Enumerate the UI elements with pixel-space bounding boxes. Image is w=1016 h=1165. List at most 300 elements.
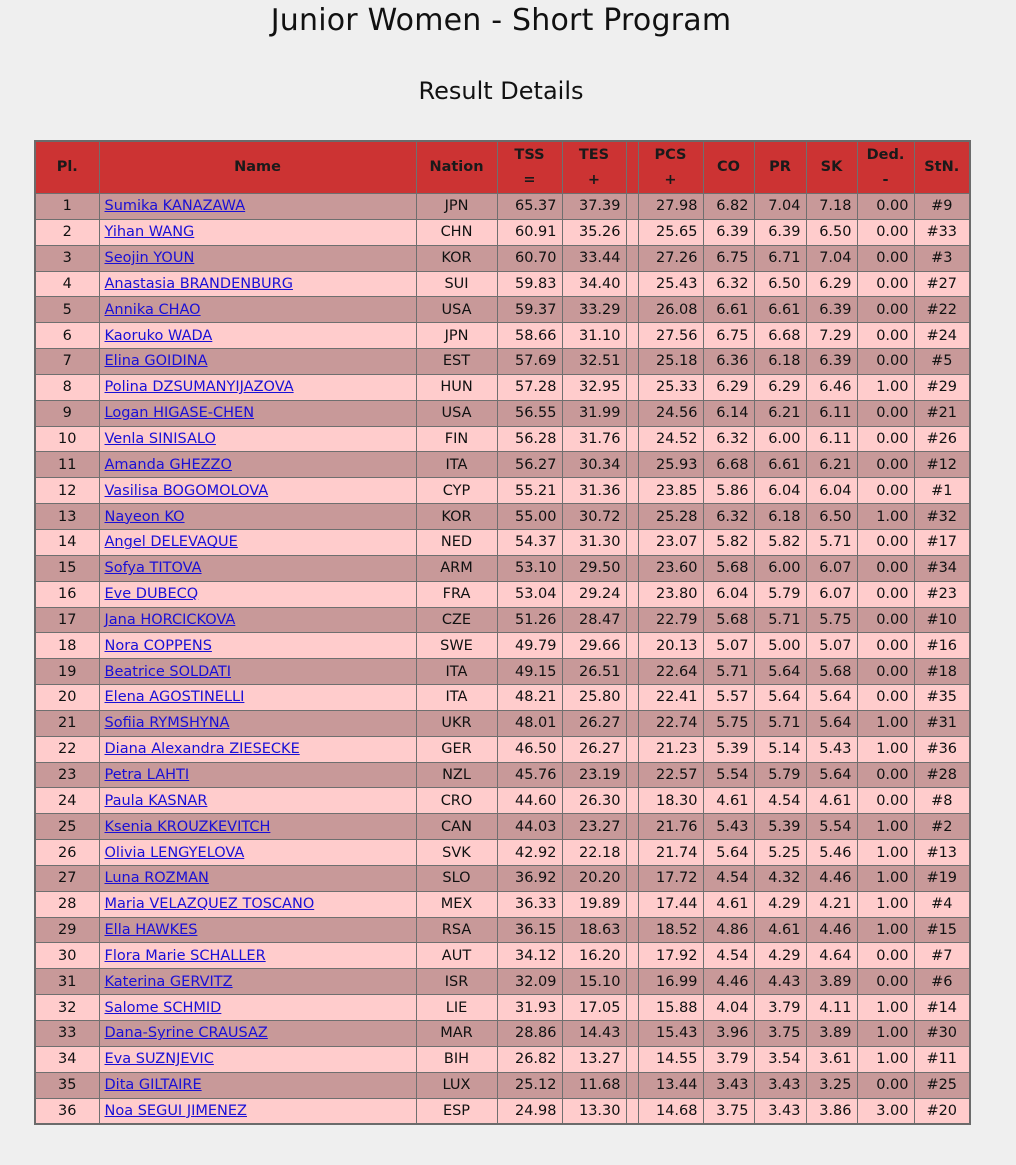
cell-nation: SLO [416, 865, 497, 891]
cell-sk: 5.71 [806, 529, 857, 555]
cell-pcs: 21.76 [638, 814, 703, 840]
cell-tes: 31.36 [562, 478, 626, 504]
header-spacer [626, 141, 638, 194]
cell-name [99, 194, 416, 220]
cell-nation: MAR [416, 1021, 497, 1047]
cell-pr: 6.50 [754, 271, 806, 297]
cell-stn: #27 [914, 271, 970, 297]
cell-place: 30 [35, 943, 99, 969]
cell-tes: 23.27 [562, 814, 626, 840]
cell-spacer [626, 685, 638, 711]
header-pcs-sign: + [664, 171, 677, 188]
cell-nation: USA [416, 400, 497, 426]
cell-nation: LUX [416, 1072, 497, 1098]
cell-pcs: 25.43 [638, 271, 703, 297]
cell-ded: 0.00 [857, 271, 914, 297]
cell-tes: 33.44 [562, 245, 626, 271]
cell-name [99, 865, 416, 891]
cell-co: 4.61 [703, 891, 754, 917]
table-row [35, 426, 970, 452]
skater-name-link[interactable]: Jana HORCICKOVA [104, 611, 236, 628]
skater-name-link[interactable]: Katerina GERVITZ [104, 973, 233, 990]
cell-pr: 3.75 [754, 1021, 806, 1047]
cell-sk: 4.21 [806, 891, 857, 917]
skater-name-link[interactable]: Ella HAWKES [104, 922, 198, 939]
cell-name [99, 788, 416, 814]
cell-tss: 54.37 [497, 529, 562, 555]
cell-stn: #35 [914, 685, 970, 711]
cell-pr: 5.39 [754, 814, 806, 840]
cell-tes: 29.24 [562, 581, 626, 607]
cell-nation: EST [416, 349, 497, 375]
cell-stn: #12 [914, 452, 970, 478]
cell-name [99, 271, 416, 297]
cell-pr: 4.29 [754, 891, 806, 917]
cell-pr: 5.79 [754, 581, 806, 607]
cell-tss: 58.66 [497, 323, 562, 349]
table-row [35, 349, 970, 375]
cell-tss: 65.37 [497, 194, 562, 220]
cell-name [99, 943, 416, 969]
table-header [35, 141, 970, 194]
cell-name [99, 607, 416, 633]
cell-ded: 0.00 [857, 633, 914, 659]
cell-spacer [626, 788, 638, 814]
table-row [35, 814, 970, 840]
table-row [35, 840, 970, 866]
cell-spacer [626, 969, 638, 995]
cell-nation: SUI [416, 271, 497, 297]
cell-pcs: 25.93 [638, 452, 703, 478]
cell-spacer [626, 555, 638, 581]
cell-pcs: 14.68 [638, 1098, 703, 1124]
cell-ded: 1.00 [857, 374, 914, 400]
cell-pcs: 27.98 [638, 194, 703, 220]
cell-pr: 6.21 [754, 400, 806, 426]
cell-tes: 25.80 [562, 685, 626, 711]
cell-pcs: 24.52 [638, 426, 703, 452]
table-row [35, 943, 970, 969]
cell-ded: 0.00 [857, 581, 914, 607]
cell-sk: 5.68 [806, 659, 857, 685]
cell-tss: 59.83 [497, 271, 562, 297]
cell-tss: 53.10 [497, 555, 562, 581]
cell-tss: 57.28 [497, 374, 562, 400]
cell-sk: 6.29 [806, 271, 857, 297]
cell-sk: 6.04 [806, 478, 857, 504]
cell-pr: 5.25 [754, 840, 806, 866]
cell-nation: BIH [416, 1046, 497, 1072]
cell-spacer [626, 840, 638, 866]
table-row [35, 917, 970, 943]
cell-pr: 7.04 [754, 194, 806, 220]
cell-name [99, 1021, 416, 1047]
table-row [35, 659, 970, 685]
skater-name-link[interactable]: Flora Marie SCHALLER [104, 947, 266, 964]
skater-name-link[interactable]: Elena AGOSTINELLI [104, 689, 245, 706]
cell-spacer [626, 995, 638, 1021]
skater-name-link[interactable]: Logan HIGASE-CHEN [104, 405, 255, 422]
cell-spacer [626, 245, 638, 271]
cell-tes: 29.50 [562, 555, 626, 581]
table-row [35, 219, 970, 245]
cell-place: 28 [35, 891, 99, 917]
cell-co: 5.57 [703, 685, 754, 711]
cell-nation: ITA [416, 659, 497, 685]
skater-name-link[interactable]: Salome SCHMID [104, 999, 222, 1016]
cell-pr: 3.54 [754, 1046, 806, 1072]
skater-name-link[interactable]: Dana-Syrine CRAUSAZ [104, 1025, 268, 1042]
skater-name-link[interactable]: Sofiia RYMSHYNA [104, 715, 230, 732]
cell-tss: 60.91 [497, 219, 562, 245]
cell-pr: 5.79 [754, 762, 806, 788]
cell-co: 5.43 [703, 814, 754, 840]
cell-nation: ESP [416, 1098, 497, 1124]
cell-pcs: 15.43 [638, 1021, 703, 1047]
cell-stn: #24 [914, 323, 970, 349]
cell-spacer [626, 374, 638, 400]
cell-stn: #17 [914, 529, 970, 555]
skater-name-link[interactable]: Maria VELAZQUEZ TOSCANO [104, 896, 315, 913]
cell-nation: GER [416, 736, 497, 762]
cell-co: 5.71 [703, 659, 754, 685]
cell-tes: 23.19 [562, 762, 626, 788]
cell-nation: ARM [416, 555, 497, 581]
table-row [35, 607, 970, 633]
cell-place: 17 [35, 607, 99, 633]
header-tes-label: TES [578, 146, 610, 163]
skater-name-link[interactable]: Olivia LENGYELOVA [104, 844, 245, 861]
skater-name-link[interactable]: Seojin YOUN [104, 250, 195, 267]
cell-pcs: 22.41 [638, 685, 703, 711]
cell-tss: 57.69 [497, 349, 562, 375]
cell-co: 6.29 [703, 374, 754, 400]
cell-place: 35 [35, 1072, 99, 1098]
cell-sk: 4.46 [806, 865, 857, 891]
cell-ded: 0.00 [857, 478, 914, 504]
cell-place: 24 [35, 788, 99, 814]
cell-sk: 6.11 [806, 426, 857, 452]
table-row [35, 710, 970, 736]
cell-tss: 48.01 [497, 710, 562, 736]
skater-name-link[interactable]: Paula KASNAR [104, 792, 208, 809]
cell-spacer [626, 710, 638, 736]
cell-stn: #1 [914, 478, 970, 504]
results-table [34, 140, 971, 1125]
cell-nation: NED [416, 529, 497, 555]
cell-pcs: 23.07 [638, 529, 703, 555]
skater-name-link[interactable]: Vasilisa BOGOMOLOVA [104, 482, 269, 499]
cell-name [99, 529, 416, 555]
skater-name-link[interactable]: Amanda GHEZZO [104, 456, 232, 473]
cell-pr: 6.29 [754, 374, 806, 400]
cell-tss: 51.26 [497, 607, 562, 633]
cell-tss: 59.37 [497, 297, 562, 323]
cell-co: 3.96 [703, 1021, 754, 1047]
cell-place: 25 [35, 814, 99, 840]
skater-name-link[interactable]: Eva SUZNJEVIC [104, 1051, 214, 1068]
cell-pr: 5.71 [754, 607, 806, 633]
skater-name-link[interactable]: Sumika KANAZAWA [104, 198, 246, 215]
skater-name-link[interactable]: Annika CHAO [104, 301, 201, 318]
skater-name-link[interactable]: Nayeon KO [104, 508, 185, 525]
cell-ded: 0.00 [857, 555, 914, 581]
skater-name-link[interactable]: Noa SEGUI JIMENEZ [104, 1102, 247, 1119]
cell-name [99, 814, 416, 840]
cell-place: 34 [35, 1046, 99, 1072]
skater-name-link[interactable]: Diana Alexandra ZIESECKE [104, 741, 300, 758]
cell-co: 6.68 [703, 452, 754, 478]
cell-place: 19 [35, 659, 99, 685]
cell-place: 8 [35, 374, 99, 400]
cell-tss: 32.09 [497, 969, 562, 995]
skater-name-link[interactable]: Beatrice SOLDATI [104, 663, 231, 680]
cell-stn: #10 [914, 607, 970, 633]
cell-spacer [626, 297, 638, 323]
cell-pcs: 21.23 [638, 736, 703, 762]
cell-co: 6.82 [703, 194, 754, 220]
skater-name-link[interactable]: Anastasia BRANDENBURG [104, 275, 293, 292]
skater-name-link[interactable]: Ksenia KROUZKEVITCH [104, 818, 271, 835]
cell-nation: CAN [416, 814, 497, 840]
cell-nation: KOR [416, 504, 497, 530]
cell-nation: ITA [416, 685, 497, 711]
cell-tss: 44.03 [497, 814, 562, 840]
skater-name-link[interactable]: Petra LAHTI [104, 766, 190, 783]
cell-place: 11 [35, 452, 99, 478]
cell-co: 6.36 [703, 349, 754, 375]
cell-pcs: 17.92 [638, 943, 703, 969]
cell-nation: FRA [416, 581, 497, 607]
cell-ded: 0.00 [857, 219, 914, 245]
skater-name-link[interactable]: Yihan WANG [104, 224, 195, 241]
cell-tss: 48.21 [497, 685, 562, 711]
cell-nation: MEX [416, 891, 497, 917]
cell-co: 3.75 [703, 1098, 754, 1124]
cell-pcs: 22.57 [638, 762, 703, 788]
cell-place: 16 [35, 581, 99, 607]
cell-stn: #19 [914, 865, 970, 891]
cell-tes: 26.27 [562, 710, 626, 736]
cell-spacer [626, 736, 638, 762]
cell-ded: 0.00 [857, 943, 914, 969]
cell-name [99, 374, 416, 400]
table-row [35, 581, 970, 607]
cell-tes: 31.99 [562, 400, 626, 426]
cell-co: 4.04 [703, 995, 754, 1021]
cell-ded: 0.00 [857, 323, 914, 349]
cell-nation: ISR [416, 969, 497, 995]
cell-stn: #29 [914, 374, 970, 400]
cell-ded: 0.00 [857, 400, 914, 426]
cell-tss: 36.92 [497, 865, 562, 891]
cell-name [99, 995, 416, 1021]
cell-ded: 1.00 [857, 995, 914, 1021]
cell-nation: AUT [416, 943, 497, 969]
cell-stn: #9 [914, 194, 970, 220]
cell-spacer [626, 452, 638, 478]
table-row [35, 374, 970, 400]
cell-tes: 26.51 [562, 659, 626, 685]
cell-pcs: 23.60 [638, 555, 703, 581]
table-row [35, 633, 970, 659]
cell-place: 27 [35, 865, 99, 891]
cell-stn: #26 [914, 426, 970, 452]
cell-co: 6.32 [703, 426, 754, 452]
cell-sk: 3.89 [806, 1021, 857, 1047]
cell-ded: 1.00 [857, 917, 914, 943]
cell-spacer [626, 917, 638, 943]
table-row [35, 400, 970, 426]
cell-co: 6.04 [703, 581, 754, 607]
skater-name-link[interactable]: Angel DELEVAQUE [104, 534, 238, 551]
skater-name-link[interactable]: Sofya TITOVA [104, 560, 202, 577]
cell-place: 1 [35, 194, 99, 220]
cell-ded: 0.00 [857, 762, 914, 788]
cell-tes: 22.18 [562, 840, 626, 866]
cell-name [99, 840, 416, 866]
cell-name [99, 555, 416, 581]
cell-sk: 5.75 [806, 607, 857, 633]
skater-name-link[interactable]: Elina GOIDINA [104, 353, 208, 370]
cell-sk: 6.39 [806, 297, 857, 323]
cell-tes: 11.68 [562, 1072, 626, 1098]
cell-nation: CRO [416, 788, 497, 814]
cell-sk: 4.46 [806, 917, 857, 943]
cell-sk: 6.07 [806, 555, 857, 581]
cell-name [99, 969, 416, 995]
cell-sk: 4.11 [806, 995, 857, 1021]
cell-sk: 3.25 [806, 1072, 857, 1098]
cell-stn: #31 [914, 710, 970, 736]
cell-tes: 34.40 [562, 271, 626, 297]
cell-pr: 3.43 [754, 1072, 806, 1098]
cell-pr: 4.29 [754, 943, 806, 969]
cell-pr: 6.00 [754, 555, 806, 581]
cell-pcs: 25.65 [638, 219, 703, 245]
cell-pr: 6.18 [754, 349, 806, 375]
cell-spacer [626, 1098, 638, 1124]
header-name: Name [99, 141, 416, 194]
cell-tes: 19.89 [562, 891, 626, 917]
cell-place: 7 [35, 349, 99, 375]
cell-place: 9 [35, 400, 99, 426]
cell-name [99, 1098, 416, 1124]
header-pl: Pl. [35, 141, 99, 194]
cell-place: 4 [35, 271, 99, 297]
skater-name-link[interactable]: Polina DZSUMANYIJAZOVA [104, 379, 294, 396]
cell-nation: LIE [416, 995, 497, 1021]
table-row [35, 865, 970, 891]
cell-spacer [626, 762, 638, 788]
skater-name-link[interactable]: Luna ROZMAN [104, 870, 209, 887]
cell-pcs: 13.44 [638, 1072, 703, 1098]
cell-co: 6.39 [703, 219, 754, 245]
cell-name [99, 1072, 416, 1098]
cell-tss: 53.04 [497, 581, 562, 607]
cell-tss: 56.55 [497, 400, 562, 426]
table-row [35, 323, 970, 349]
cell-place: 2 [35, 219, 99, 245]
cell-stn: #22 [914, 297, 970, 323]
skater-name-link[interactable]: Dita GILTAIRE [104, 1077, 202, 1094]
cell-co: 6.32 [703, 271, 754, 297]
cell-spacer [626, 194, 638, 220]
table-row [35, 685, 970, 711]
cell-tes: 13.27 [562, 1046, 626, 1072]
cell-place: 32 [35, 995, 99, 1021]
cell-pr: 3.43 [754, 1098, 806, 1124]
cell-sk: 3.89 [806, 969, 857, 995]
cell-ded: 1.00 [857, 1021, 914, 1047]
cell-sk: 5.64 [806, 762, 857, 788]
skater-name-link[interactable]: Kaoruko WADA [104, 327, 213, 344]
cell-co: 6.32 [703, 504, 754, 530]
cell-ded: 1.00 [857, 814, 914, 840]
cell-pr: 5.64 [754, 659, 806, 685]
cell-tes: 30.34 [562, 452, 626, 478]
header-pcs-label: PCS [654, 146, 687, 163]
table-row [35, 969, 970, 995]
cell-co: 3.43 [703, 1072, 754, 1098]
cell-name [99, 633, 416, 659]
cell-co: 6.14 [703, 400, 754, 426]
skater-name-link[interactable]: Eve DUBECQ [104, 586, 199, 603]
cell-ded: 0.00 [857, 607, 914, 633]
cell-pr: 6.61 [754, 452, 806, 478]
cell-spacer [626, 271, 638, 297]
cell-stn: #4 [914, 891, 970, 917]
cell-ded: 1.00 [857, 710, 914, 736]
cell-ded: 0.00 [857, 969, 914, 995]
cell-tss: 36.33 [497, 891, 562, 917]
cell-tes: 20.20 [562, 865, 626, 891]
cell-co: 5.68 [703, 555, 754, 581]
cell-place: 22 [35, 736, 99, 762]
skater-name-link[interactable]: Venla SINISALO [104, 431, 216, 448]
cell-place: 36 [35, 1098, 99, 1124]
cell-stn: #7 [914, 943, 970, 969]
cell-stn: #23 [914, 581, 970, 607]
cell-place: 12 [35, 478, 99, 504]
cell-tss: 46.50 [497, 736, 562, 762]
cell-pcs: 21.74 [638, 840, 703, 866]
cell-pcs: 22.64 [638, 659, 703, 685]
header-tss-label: TSS [514, 146, 545, 163]
cell-ded: 0.00 [857, 245, 914, 271]
cell-pr: 5.71 [754, 710, 806, 736]
cell-co: 5.68 [703, 607, 754, 633]
cell-pcs: 27.26 [638, 245, 703, 271]
cell-co: 5.07 [703, 633, 754, 659]
cell-stn: #16 [914, 633, 970, 659]
cell-pr: 5.00 [754, 633, 806, 659]
cell-nation: FIN [416, 426, 497, 452]
cell-spacer [626, 504, 638, 530]
header-ded-label: Ded. [866, 146, 905, 163]
cell-place: 3 [35, 245, 99, 271]
skater-name-link[interactable]: Nora COPPENS [104, 637, 212, 654]
cell-stn: #18 [914, 659, 970, 685]
cell-pr: 3.79 [754, 995, 806, 1021]
table-row [35, 504, 970, 530]
cell-pcs: 24.56 [638, 400, 703, 426]
cell-spacer [626, 581, 638, 607]
cell-tes: 18.63 [562, 917, 626, 943]
cell-tss: 42.92 [497, 840, 562, 866]
table-row [35, 529, 970, 555]
cell-stn: #15 [914, 917, 970, 943]
